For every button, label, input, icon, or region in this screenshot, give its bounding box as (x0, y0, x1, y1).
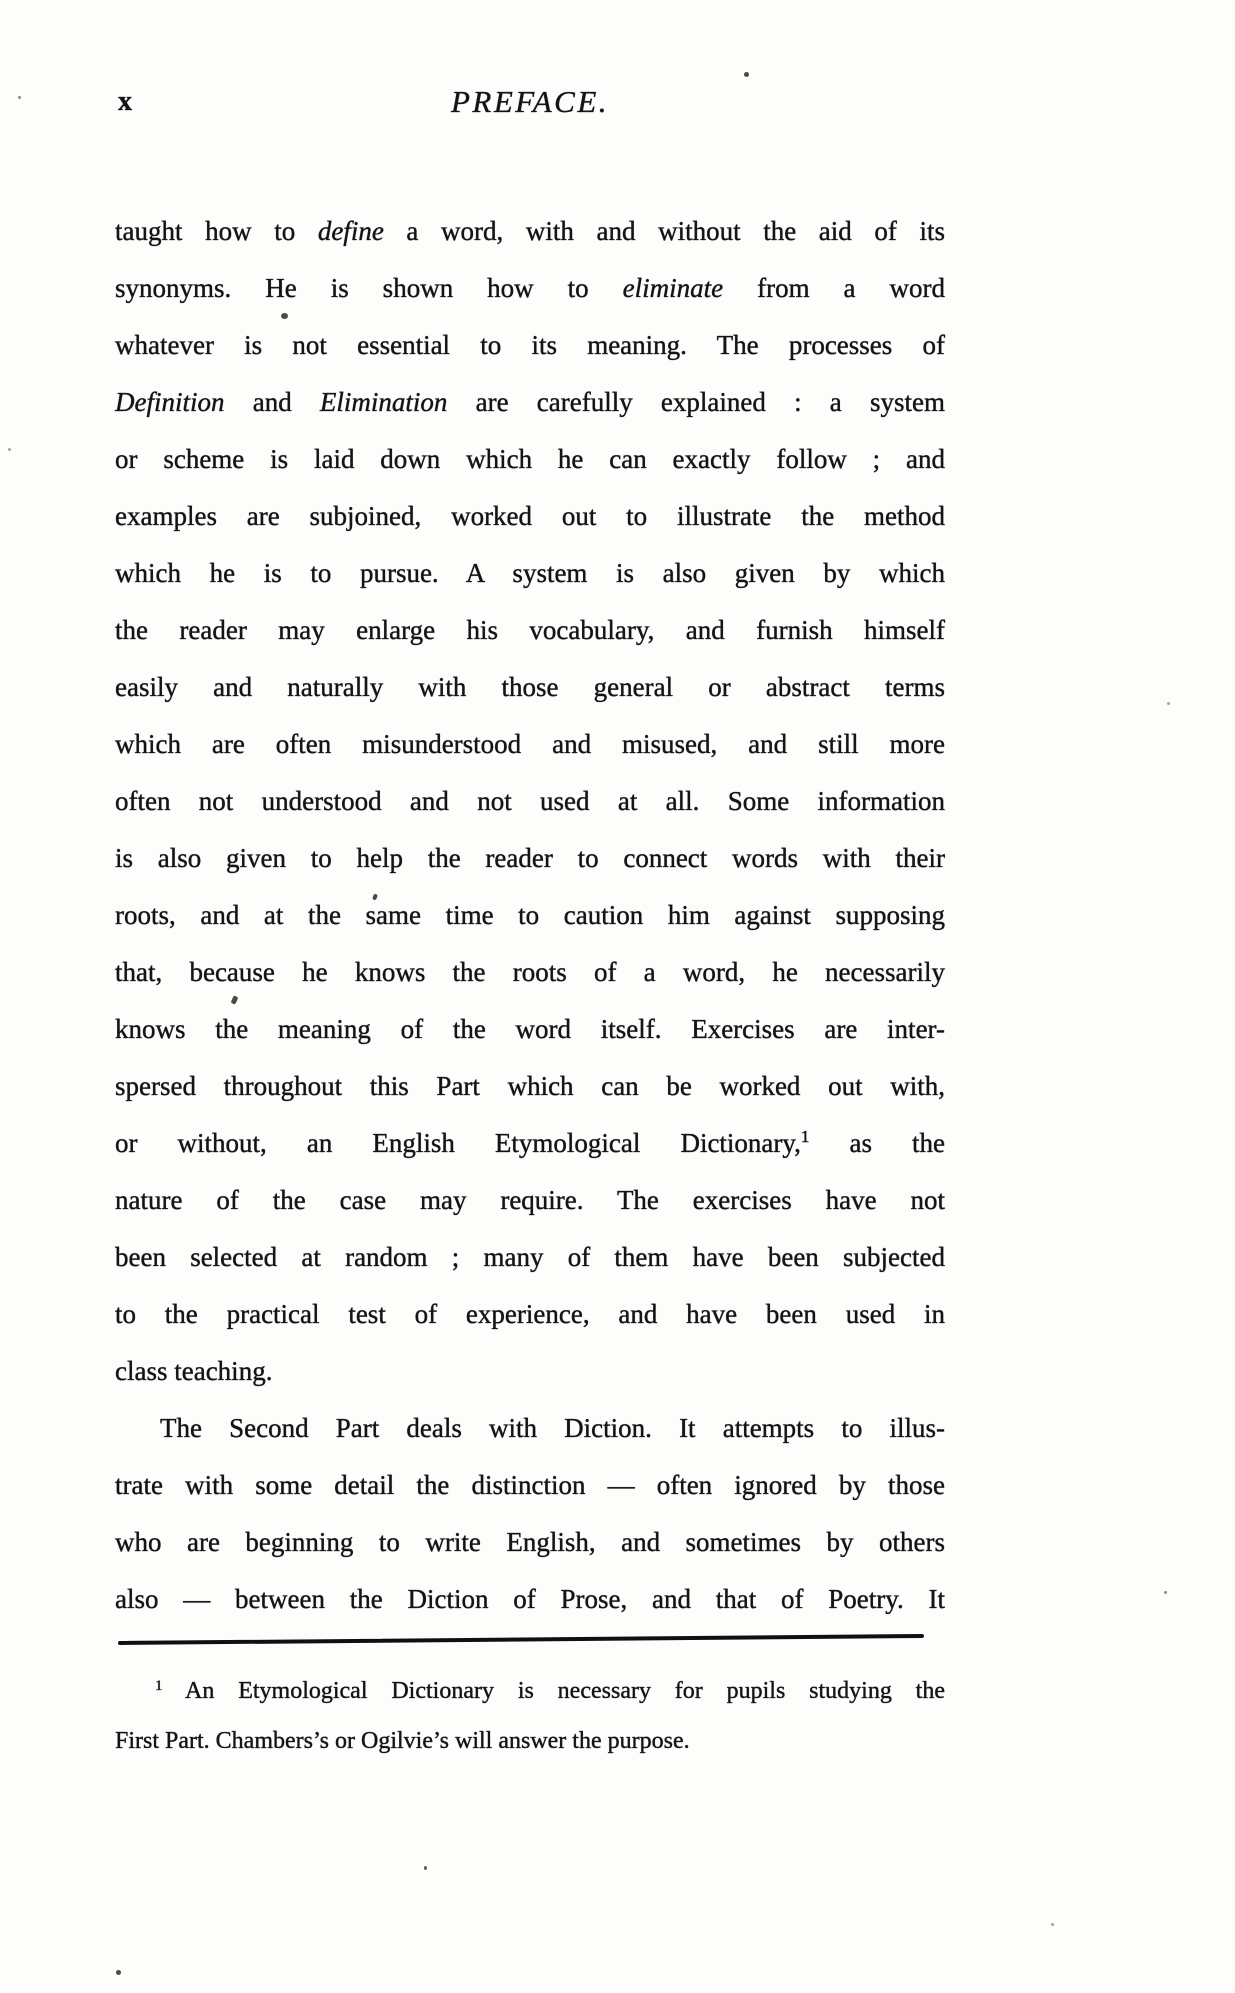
page-number: x (118, 86, 133, 117)
text-line (115, 1457, 945, 1514)
text-segment: or scheme is laid down which he can exactly follow ; and (115, 444, 945, 474)
text-line (115, 1058, 945, 1115)
text-line (115, 944, 945, 1001)
text-segment: which he is to pursue. A system is also given by which (115, 558, 945, 588)
text-segment: examples are subjoined, worked out to illustrate the method (115, 501, 945, 531)
scan-speck (18, 96, 21, 99)
text-line (115, 1400, 945, 1457)
text-line (115, 830, 945, 887)
text-segment: to the practical test of experience, and have been used in (115, 1299, 945, 1329)
text-segment: class teaching. (115, 1356, 273, 1386)
text-segment: or without, an English Etymological Dictionary, (115, 1128, 801, 1158)
text-line (115, 1115, 945, 1172)
footnote (115, 1666, 945, 1766)
text-line (115, 545, 945, 602)
text-line (115, 260, 945, 317)
scan-speck (744, 72, 749, 77)
text-segment: spersed throughout this Part which can be worked out with, (115, 1071, 945, 1101)
text-line (115, 1001, 945, 1058)
text-line (115, 773, 945, 830)
footnote-line (115, 1666, 945, 1716)
text-segment: nature of the case may require. The exercises have not (115, 1185, 945, 1215)
text-segment: and (224, 387, 320, 417)
scan-speck (1167, 702, 1170, 705)
text-segment-italic: Elimination (319, 387, 448, 417)
text-segment: The Second Part deals with Diction. It attempts to illus- (160, 1413, 945, 1443)
page-title: PREFACE. (450, 84, 610, 119)
footnote-divider-rule (118, 1634, 924, 1645)
scan-speck (1164, 1591, 1167, 1594)
scan-speck (116, 1970, 121, 1975)
text-segment: taught how to (115, 216, 318, 246)
body-text (115, 203, 945, 1628)
scan-speck (424, 1866, 427, 1870)
text-line (115, 1172, 945, 1229)
text-line (115, 659, 945, 716)
text-line (115, 1343, 945, 1400)
text-line (115, 1229, 945, 1286)
text-line (115, 431, 945, 488)
footnote-marker-1: 1 (155, 1678, 163, 1694)
footnote-line (115, 1716, 945, 1766)
text-segment: also — between the Diction of Prose, and that of Poetry. It (115, 1584, 945, 1614)
text-segment: whatever is not essential to its meaning. The processes of (115, 330, 945, 360)
text-line (115, 1514, 945, 1571)
text-segment: easily and naturally with those general or abstract terms (115, 672, 945, 702)
text-segment: which are often misunderstood and misused, and still more (115, 729, 945, 759)
footnote-reference-1: 1 (800, 1127, 810, 1146)
text-segment-italic: eliminate (622, 273, 724, 303)
text-line (115, 374, 945, 431)
text-line (115, 488, 945, 545)
text-segment-italic: Definition (115, 387, 225, 417)
text-segment: synonyms. He is shown how to (115, 273, 623, 303)
text-segment-italic: define (317, 216, 384, 246)
text-line (115, 1286, 945, 1343)
text-segment: knows the meaning of the word itself. Exercises are inter- (115, 1014, 945, 1044)
text-line (115, 602, 945, 659)
text-segment: An Etymological Dictionary is necessary for pupils studying the (162, 1678, 945, 1704)
scan-speck (1051, 1923, 1054, 1926)
scan-speck (8, 448, 11, 451)
text-segment: that, because he knows the roots of a word, he necessarily (115, 957, 945, 987)
text-segment: as the (809, 1128, 945, 1158)
text-line (115, 317, 945, 374)
text-segment: been selected at random ; many of them have been subjected (115, 1242, 945, 1272)
text-segment: roots, and at the same time to caution him against supposing (115, 900, 945, 930)
text-segment: from a word (723, 273, 945, 303)
text-segment: trate with some detail the distinction — often ignored by those (115, 1470, 945, 1500)
text-line (115, 887, 945, 944)
text-segment: who are beginning to write English, and sometimes by others (115, 1527, 945, 1557)
text-segment: often not understood and not used at all. Some information (115, 786, 945, 816)
text-segment: are carefully explained : a system (447, 387, 945, 417)
text-line (115, 716, 945, 773)
text-line (115, 1571, 945, 1628)
scan-speck (281, 313, 288, 319)
text-segment: the reader may enlarge his vocabulary, and furnish himself (115, 615, 945, 645)
text-segment: First Part. Chambers’s or Ogilvie’s will answer the purpose. (115, 1728, 690, 1754)
text-segment: a word, with and without the aid of its (383, 216, 945, 246)
text-segment: is also given to help the reader to connect words with their (115, 843, 945, 873)
text-line (115, 203, 945, 260)
